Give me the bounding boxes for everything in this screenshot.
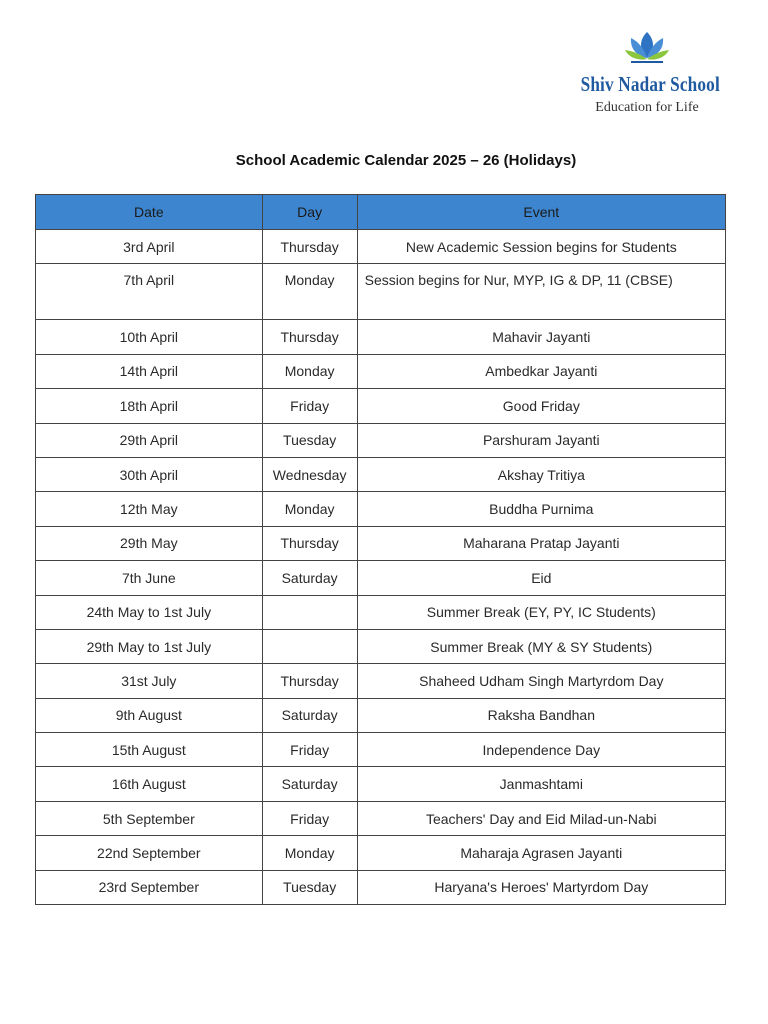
event-cell: Ambedkar Jayanti	[357, 354, 725, 388]
table-row	[36, 457, 726, 491]
event-cell: Mahavir Jayanti	[357, 320, 725, 354]
table-row	[36, 264, 726, 320]
table-row	[36, 595, 726, 629]
day-cell	[262, 595, 357, 629]
date-cell: 9th August	[36, 698, 263, 732]
table-row	[36, 389, 726, 423]
table-row	[36, 423, 726, 457]
day-cell: Saturday	[262, 698, 357, 732]
date-cell: 29th May to 1st July	[36, 629, 263, 663]
day-cell: Monday	[262, 264, 357, 320]
column-header-day: Day	[262, 195, 357, 230]
date-cell: 3rd April	[36, 230, 263, 264]
holiday-table	[35, 194, 726, 905]
table-row	[36, 801, 726, 835]
event-cell: Buddha Purnima	[357, 492, 725, 526]
date-cell: 29th May	[36, 526, 263, 560]
table-row	[36, 733, 726, 767]
table-row	[36, 354, 726, 388]
day-cell: Monday	[262, 354, 357, 388]
table-row	[36, 767, 726, 801]
date-cell: 10th April	[36, 320, 263, 354]
column-header-event: Event	[357, 195, 725, 230]
event-cell: Shaheed Udham Singh Martyrdom Day	[357, 664, 725, 698]
day-cell	[262, 629, 357, 663]
event-cell: Session begins for Nur, MYP, IG & DP, 11 (CBSE)	[357, 264, 725, 320]
event-cell: Eid	[357, 561, 725, 595]
date-cell: 14th April	[36, 354, 263, 388]
date-cell: 15th August	[36, 733, 263, 767]
page-title: School Academic Calendar 2025 – 26 (Holidays)	[235, 152, 577, 169]
day-cell: Friday	[262, 733, 357, 767]
table-row	[36, 870, 726, 904]
table-body	[36, 230, 726, 905]
event-cell: Independence Day	[357, 733, 725, 767]
day-cell: Thursday	[262, 230, 357, 264]
event-cell: Haryana's Heroes' Martyrdom Day	[357, 870, 725, 904]
table-row	[36, 629, 726, 663]
day-cell: Thursday	[262, 526, 357, 560]
school-tagline: Education for Life	[595, 100, 699, 115]
date-cell: 12th May	[36, 492, 263, 526]
date-cell: 30th April	[36, 457, 263, 491]
event-cell: Janmashtami	[357, 767, 725, 801]
day-cell: Friday	[262, 801, 357, 835]
event-cell: Teachers' Day and Eid Milad-un-Nabi	[357, 801, 725, 835]
event-cell: Maharana Pratap Jayanti	[357, 526, 725, 560]
day-cell: Wednesday	[262, 457, 357, 491]
table-row	[36, 526, 726, 560]
day-cell: Tuesday	[262, 423, 357, 457]
date-cell: 23rd September	[36, 870, 263, 904]
date-cell: 31st July	[36, 664, 263, 698]
school-logo	[566, 28, 728, 128]
event-cell: New Academic Session begins for Students	[357, 230, 725, 264]
lotus-logo-icon	[617, 28, 677, 64]
day-cell: Tuesday	[262, 870, 357, 904]
event-cell: Summer Break (MY & SY Students)	[357, 629, 725, 663]
date-cell: 22nd September	[36, 836, 263, 870]
date-cell: 29th April	[36, 423, 263, 457]
table-row	[36, 698, 726, 732]
table-header-row	[36, 195, 726, 230]
date-cell: 16th August	[36, 767, 263, 801]
day-cell: Friday	[262, 389, 357, 423]
table-row	[36, 492, 726, 526]
event-cell: Raksha Bandhan	[357, 698, 725, 732]
day-cell: Thursday	[262, 664, 357, 698]
day-cell: Saturday	[262, 561, 357, 595]
day-cell: Monday	[262, 492, 357, 526]
date-cell: 7th June	[36, 561, 263, 595]
event-cell: Parshuram Jayanti	[357, 423, 725, 457]
day-cell: Monday	[262, 836, 357, 870]
day-cell: Thursday	[262, 320, 357, 354]
event-cell: Summer Break (EY, PY, IC Students)	[357, 595, 725, 629]
table-row	[36, 561, 726, 595]
date-cell: 7th April	[36, 264, 263, 320]
date-cell: 5th September	[36, 801, 263, 835]
event-cell: Akshay Tritiya	[357, 457, 725, 491]
day-cell: Saturday	[262, 767, 357, 801]
table-row	[36, 320, 726, 354]
table-row	[36, 230, 726, 264]
table-row	[36, 664, 726, 698]
column-header-date: Date	[36, 195, 263, 230]
date-cell: 24th May to 1st July	[36, 595, 263, 629]
date-cell: 18th April	[36, 389, 263, 423]
event-cell: Good Friday	[357, 389, 725, 423]
table-row	[36, 836, 726, 870]
event-cell: Maharaja Agrasen Jayanti	[357, 836, 725, 870]
school-name: Shiv Nadar School	[580, 72, 720, 96]
